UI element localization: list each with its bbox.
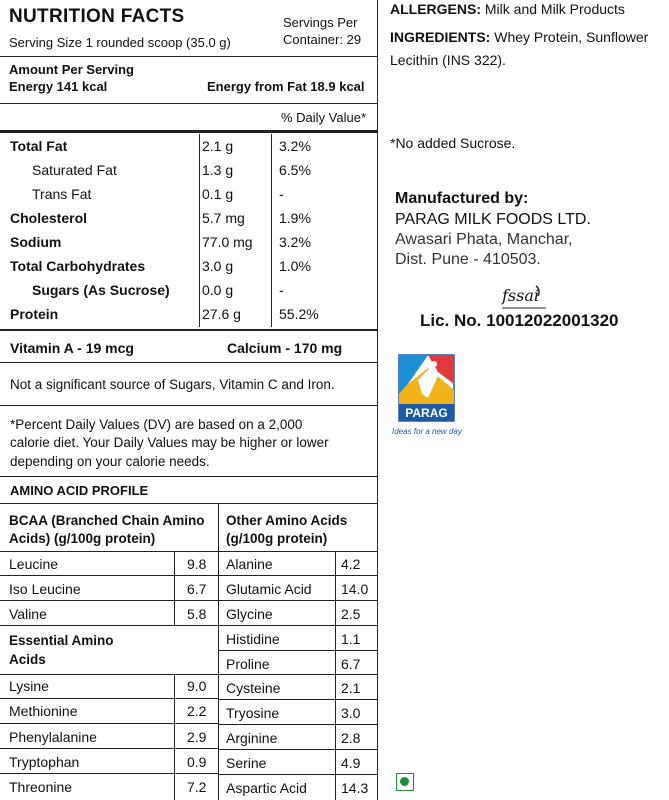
amount-per-serving: Amount Per Serving (9, 62, 134, 77)
calcium: Calcium - 170 mg (227, 340, 343, 356)
amino-name: Iso Leucine (9, 581, 81, 597)
nutrient-dv: 1.0% (279, 258, 311, 274)
row-line (0, 773, 218, 774)
serving-size: Serving Size 1 rounded scoop (35.0 g) (9, 35, 231, 50)
row-line (218, 749, 378, 750)
row-line (218, 575, 378, 576)
divider (0, 362, 378, 363)
other-header: (g/100g protein) (226, 531, 328, 546)
divider (0, 476, 378, 477)
nutrient-amount: 5.7 mg (202, 210, 245, 226)
fssai-text: fssai (502, 286, 539, 305)
row-line (0, 723, 218, 724)
row-line (0, 748, 218, 749)
essential-header: Acids (9, 652, 46, 667)
ingredients-value-line2: Lecithin (INS 322). (390, 52, 506, 68)
nutrient-dv: - (279, 282, 284, 298)
ingredients-label: INGREDIENTS: (390, 29, 491, 45)
nutrient-dv: 6.5% (279, 162, 311, 178)
nutrient-name: Protein (10, 306, 59, 322)
company-name: PARAG MILK FOODS LTD. (395, 211, 591, 228)
amino-name: Histidine (226, 631, 280, 647)
address-line1: Awasari Phata, Manchar, (395, 231, 573, 248)
amino-name: Glycine (226, 606, 273, 622)
veg-mark-icon (396, 773, 414, 791)
other-header: Other Amino Acids (226, 513, 348, 528)
amino-name: Lysine (9, 678, 49, 694)
amino-value: 14.3 (341, 780, 369, 796)
amino-name: Serine (226, 755, 267, 771)
amino-value: 2.1 (341, 680, 361, 696)
parag-logo (398, 354, 455, 422)
bcaa-header: BCAA (Branched Chain Amino (9, 513, 205, 528)
no-sucrose-note: *No added Sucrose. (390, 135, 516, 151)
footnote-line: calorie diet. Your Daily Values may be higher or lower (10, 435, 329, 450)
row-line (218, 724, 378, 725)
manufactured-by: Manufactured by: (395, 190, 529, 207)
amino-name: Leucine (9, 556, 59, 572)
amino-value: 5.8 (187, 606, 207, 622)
amino-value: 2.5 (341, 606, 361, 622)
amino-name: Phenylalanine (9, 729, 97, 745)
allergens-label: ALLERGENS: (390, 1, 481, 17)
amino-value: 4.9 (341, 755, 361, 771)
amino-value: 14.0 (341, 581, 369, 597)
nutrient-name: Sugars (As Sucrose) (32, 282, 170, 298)
nutrient-amount: 27.6 g (202, 306, 241, 322)
nutrient-dv: - (279, 186, 284, 202)
nutrient-amount: 0.0 g (202, 282, 234, 298)
amino-value: 0.9 (187, 754, 207, 770)
bcaa-header: Acids) (g/100g protein) (9, 531, 156, 546)
divider (0, 103, 378, 104)
row-line (0, 600, 218, 601)
row-line (0, 698, 218, 699)
column-divider (335, 551, 336, 800)
amino-name: Glutamic Acid (226, 581, 312, 597)
row-line (0, 625, 218, 626)
nutrition-title: NUTRITION FACTS (9, 6, 185, 27)
amino-value: 6.7 (187, 581, 207, 597)
nutrient-name: Saturated Fat (32, 162, 117, 178)
amino-value: 9.0 (187, 678, 207, 694)
fssai-logo (498, 284, 550, 312)
amino-name: Cysteine (226, 680, 281, 696)
row-line (0, 674, 218, 675)
nutrient-name: Sodium (10, 234, 62, 250)
servings-per-line2: Container: 29 (283, 32, 362, 47)
row-line (218, 699, 378, 700)
address-line2: Dist. Pune - 410503. (395, 251, 541, 268)
nutrient-dv: 3.2% (279, 234, 311, 250)
divider (0, 56, 378, 57)
energy-from-fat: Energy from Fat 18.9 kcal (207, 79, 365, 94)
amino-name: Proline (226, 656, 270, 672)
brand-tagline: Ideas for a new day (392, 427, 462, 436)
veg-dot-icon (400, 777, 409, 786)
amino-value: 2.2 (187, 703, 207, 719)
column-divider (174, 551, 175, 625)
amino-title: AMINO ACID PROFILE (10, 483, 149, 498)
nutrient-amount: 1.3 g (202, 162, 234, 178)
column-divider (199, 134, 200, 327)
amino-value: 6.7 (341, 656, 361, 672)
nutrient-dv: 3.2% (279, 138, 311, 154)
amino-name: Tryosine (226, 705, 280, 721)
amino-name: Arginine (226, 730, 278, 746)
row-line (218, 674, 378, 675)
nutrient-amount: 2.1 g (202, 138, 234, 154)
ingredients-value: Whey Protein, Sunflower (494, 29, 649, 45)
divider (0, 551, 378, 552)
daily-value-header: % Daily Value* (281, 110, 367, 125)
license-number: Lic. No. 10012022001320 (420, 311, 619, 330)
amino-name: Valine (9, 606, 47, 622)
nutrient-amount: 77.0 mg (202, 234, 253, 250)
column-divider (271, 134, 272, 327)
amino-name: Aspartic Acid (226, 780, 307, 796)
not-significant-note: Not a significant source of Sugars, Vitamin C and Iron. (10, 377, 335, 392)
amino-value: 9.8 (187, 556, 207, 572)
allergens-line (390, 1, 625, 17)
nutrient-name: Trans Fat (32, 186, 92, 202)
nutrient-dv: 1.9% (279, 210, 311, 226)
amino-value: 2.9 (187, 729, 207, 745)
column-divider (218, 503, 219, 800)
nutrient-amount: 3.0 g (202, 258, 234, 274)
amino-value: 3.0 (341, 705, 361, 721)
nutrient-dv: 55.2% (279, 306, 319, 322)
footnote-line: depending on your calorie needs. (10, 454, 210, 469)
nutrient-name: Cholesterol (10, 210, 88, 226)
footnote-line: *Percent Daily Values (DV) are based on a 2,000 (10, 417, 303, 432)
energy: Energy 141 kcal (9, 79, 108, 94)
row-line (218, 600, 378, 601)
parag-logo-text: PARAG (405, 406, 448, 420)
amino-value: 1.1 (341, 631, 361, 647)
allergens-value: Milk and Milk Products (484, 1, 625, 17)
essential-header: Essential Amino (9, 633, 114, 648)
row-line (0, 575, 218, 576)
amino-name: Tryptophan (9, 754, 80, 770)
ingredients-line (390, 29, 648, 45)
nutrient-amount: 0.1 g (202, 186, 234, 202)
divider-thick (0, 329, 378, 331)
row-line (218, 650, 378, 651)
amino-name: Alanine (226, 556, 273, 572)
divider (0, 405, 378, 406)
row-line (218, 625, 378, 626)
nutrient-name: Total Fat (10, 138, 68, 154)
nutrient-name: Total Carbohydrates (10, 258, 146, 274)
divider-thick (0, 130, 378, 133)
column-divider (174, 674, 175, 800)
vitamin-a: Vitamin A - 19 mcg (10, 340, 134, 356)
divider (0, 503, 378, 504)
amino-name: Threonine (9, 779, 73, 795)
amino-value: 4.2 (341, 556, 361, 572)
amino-value: 2.8 (341, 730, 361, 746)
row-line (218, 774, 378, 775)
servings-per-line1: Servings Per (283, 15, 358, 30)
amino-name: Methionine (9, 703, 78, 719)
amino-value: 7.2 (187, 779, 207, 795)
